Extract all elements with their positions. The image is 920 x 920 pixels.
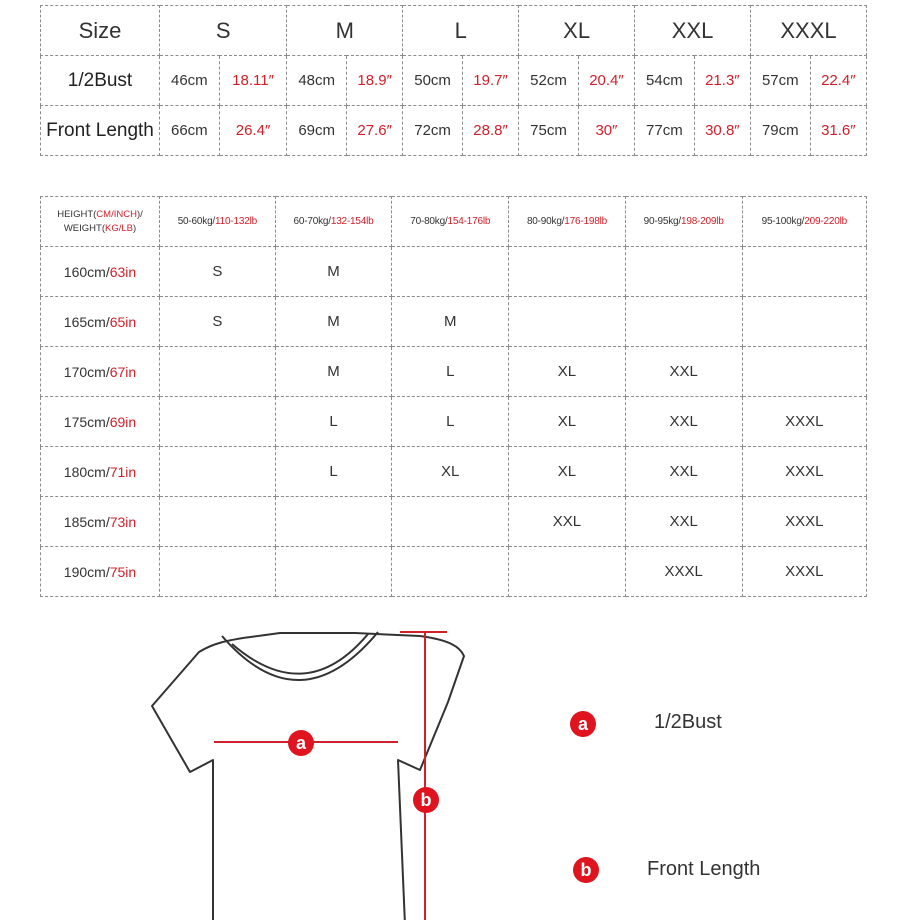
- inch-value: 30″: [578, 106, 634, 156]
- size-recommendation: L: [275, 447, 392, 497]
- weight-header: 95-100kg/209-220lb: [742, 197, 866, 247]
- size-recommendation: [392, 497, 509, 547]
- corner-label: HEIGHT(CM/INCH)/ WEIGHT(KG/LB): [41, 197, 160, 247]
- legend-marker-a-label: a: [577, 714, 589, 734]
- size-recommendation: [275, 547, 392, 597]
- size-header-row: [41, 6, 867, 56]
- size-recommendation: XXL: [625, 347, 742, 397]
- size-recommendation: XL: [509, 447, 626, 497]
- size-recommendation: XXL: [625, 497, 742, 547]
- inch-value: 27.6″: [347, 106, 403, 156]
- bust-row: [41, 56, 867, 106]
- weight-header: 90-95kg/198-209lb: [625, 197, 742, 247]
- fit-row: [41, 547, 867, 597]
- fit-row: [41, 497, 867, 547]
- size-recommendation: [509, 247, 626, 297]
- size-recommendation: XXXL: [742, 447, 866, 497]
- cm-value: 46cm: [160, 56, 220, 106]
- cm-value: 72cm: [403, 106, 463, 156]
- size-recommendation: L: [392, 347, 509, 397]
- legend-bust-label: 1/2Bust: [654, 711, 722, 733]
- size-header: XXXL: [750, 6, 866, 56]
- size-recommendation: XXL: [509, 497, 626, 547]
- height-label: 165cm/65in: [41, 297, 160, 347]
- inch-value: 26.4″: [219, 106, 287, 156]
- size-recommendation: M: [275, 347, 392, 397]
- legend-marker-b-label: b: [580, 860, 592, 880]
- size-recommendation: [625, 297, 742, 347]
- size-recommendation: XXXL: [742, 547, 866, 597]
- fit-row: [41, 297, 867, 347]
- size-recommendation: [509, 547, 626, 597]
- inch-value: 30.8″: [694, 106, 750, 156]
- legend-front-length-label: Front Length: [647, 858, 761, 880]
- size-recommendation: XXL: [625, 447, 742, 497]
- size-recommendation: [392, 547, 509, 597]
- size-recommendation: L: [392, 397, 509, 447]
- cm-value: 57cm: [750, 56, 810, 106]
- size-header: L: [403, 6, 519, 56]
- weight-header: 70-80kg/154-176lb: [392, 197, 509, 247]
- size-recommendation: XL: [509, 397, 626, 447]
- inch-value: 20.4″: [578, 56, 634, 106]
- fit-row: [41, 447, 867, 497]
- cm-value: 77cm: [635, 106, 695, 156]
- height-label: 170cm/67in: [41, 347, 160, 397]
- size-recommendation: [160, 347, 276, 397]
- size-recommendation: [160, 447, 276, 497]
- cm-value: 66cm: [160, 106, 220, 156]
- weight-header: 50-60kg/110-132lb: [160, 197, 276, 247]
- front-length-row: [41, 106, 867, 156]
- inch-value: 19.7″: [462, 56, 518, 106]
- tshirt-collar: [232, 634, 368, 674]
- size-recommendation: [160, 497, 276, 547]
- size-recommendation: [625, 247, 742, 297]
- weight-header: 60-70kg/132-154lb: [275, 197, 392, 247]
- size-recommendation: XXXL: [742, 397, 866, 447]
- size-recommendation: L: [275, 397, 392, 447]
- fit-row: [41, 347, 867, 397]
- size-recommendation: XL: [392, 447, 509, 497]
- cm-value: 52cm: [519, 56, 579, 106]
- size-recommendation: [742, 297, 866, 347]
- size-recommendation: [509, 297, 626, 347]
- fit-row: [41, 397, 867, 447]
- size-recommendation: XL: [509, 347, 626, 397]
- size-header-label: Size: [41, 6, 160, 56]
- size-header: XXL: [635, 6, 751, 56]
- size-header: S: [160, 6, 287, 56]
- size-recommendation: M: [392, 297, 509, 347]
- size-recommendation: XXL: [625, 397, 742, 447]
- size-recommendation: [392, 247, 509, 297]
- size-recommendation: [275, 497, 392, 547]
- marker-a-label: a: [295, 733, 307, 753]
- weight-header: 80-90kg/176-198lb: [509, 197, 626, 247]
- size-header: M: [287, 6, 403, 56]
- size-recommendation: [742, 347, 866, 397]
- size-recommendation: [160, 547, 276, 597]
- size-recommendation: S: [160, 297, 276, 347]
- size-recommendation: [160, 397, 276, 447]
- height-label: 185cm/73in: [41, 497, 160, 547]
- fit-row: [41, 247, 867, 297]
- inch-value: 18.11″: [219, 56, 287, 106]
- tshirt-diagram: [0, 600, 920, 920]
- size-recommendation: XXXL: [625, 547, 742, 597]
- cm-value: 50cm: [403, 56, 463, 106]
- inch-value: 22.4″: [810, 56, 866, 106]
- size-recommendation: M: [275, 297, 392, 347]
- size-recommendation: XXXL: [742, 497, 866, 547]
- fit-table-body: [41, 247, 867, 597]
- tshirt-outline: [152, 632, 464, 920]
- cm-value: 54cm: [635, 56, 695, 106]
- row-label: 1/2Bust: [41, 56, 160, 106]
- cm-value: 75cm: [519, 106, 579, 156]
- size-header: XL: [519, 6, 635, 56]
- marker-b-label: b: [420, 790, 432, 810]
- height-label: 160cm/63in: [41, 247, 160, 297]
- cm-value: 69cm: [287, 106, 347, 156]
- size-table: [40, 5, 867, 156]
- inch-value: 28.8″: [462, 106, 518, 156]
- size-recommendation: [742, 247, 866, 297]
- height-label: 190cm/75in: [41, 547, 160, 597]
- inch-value: 31.6″: [810, 106, 866, 156]
- cm-value: 79cm: [750, 106, 810, 156]
- size-recommendation: S: [160, 247, 276, 297]
- size-recommendation: M: [275, 247, 392, 297]
- inch-value: 21.3″: [694, 56, 750, 106]
- row-label: Front Length: [41, 106, 160, 156]
- cm-value: 48cm: [287, 56, 347, 106]
- height-label: 180cm/71in: [41, 447, 160, 497]
- fit-table: [40, 196, 867, 597]
- weight-header-row: [41, 197, 867, 247]
- inch-value: 18.9″: [347, 56, 403, 106]
- height-label: 175cm/69in: [41, 397, 160, 447]
